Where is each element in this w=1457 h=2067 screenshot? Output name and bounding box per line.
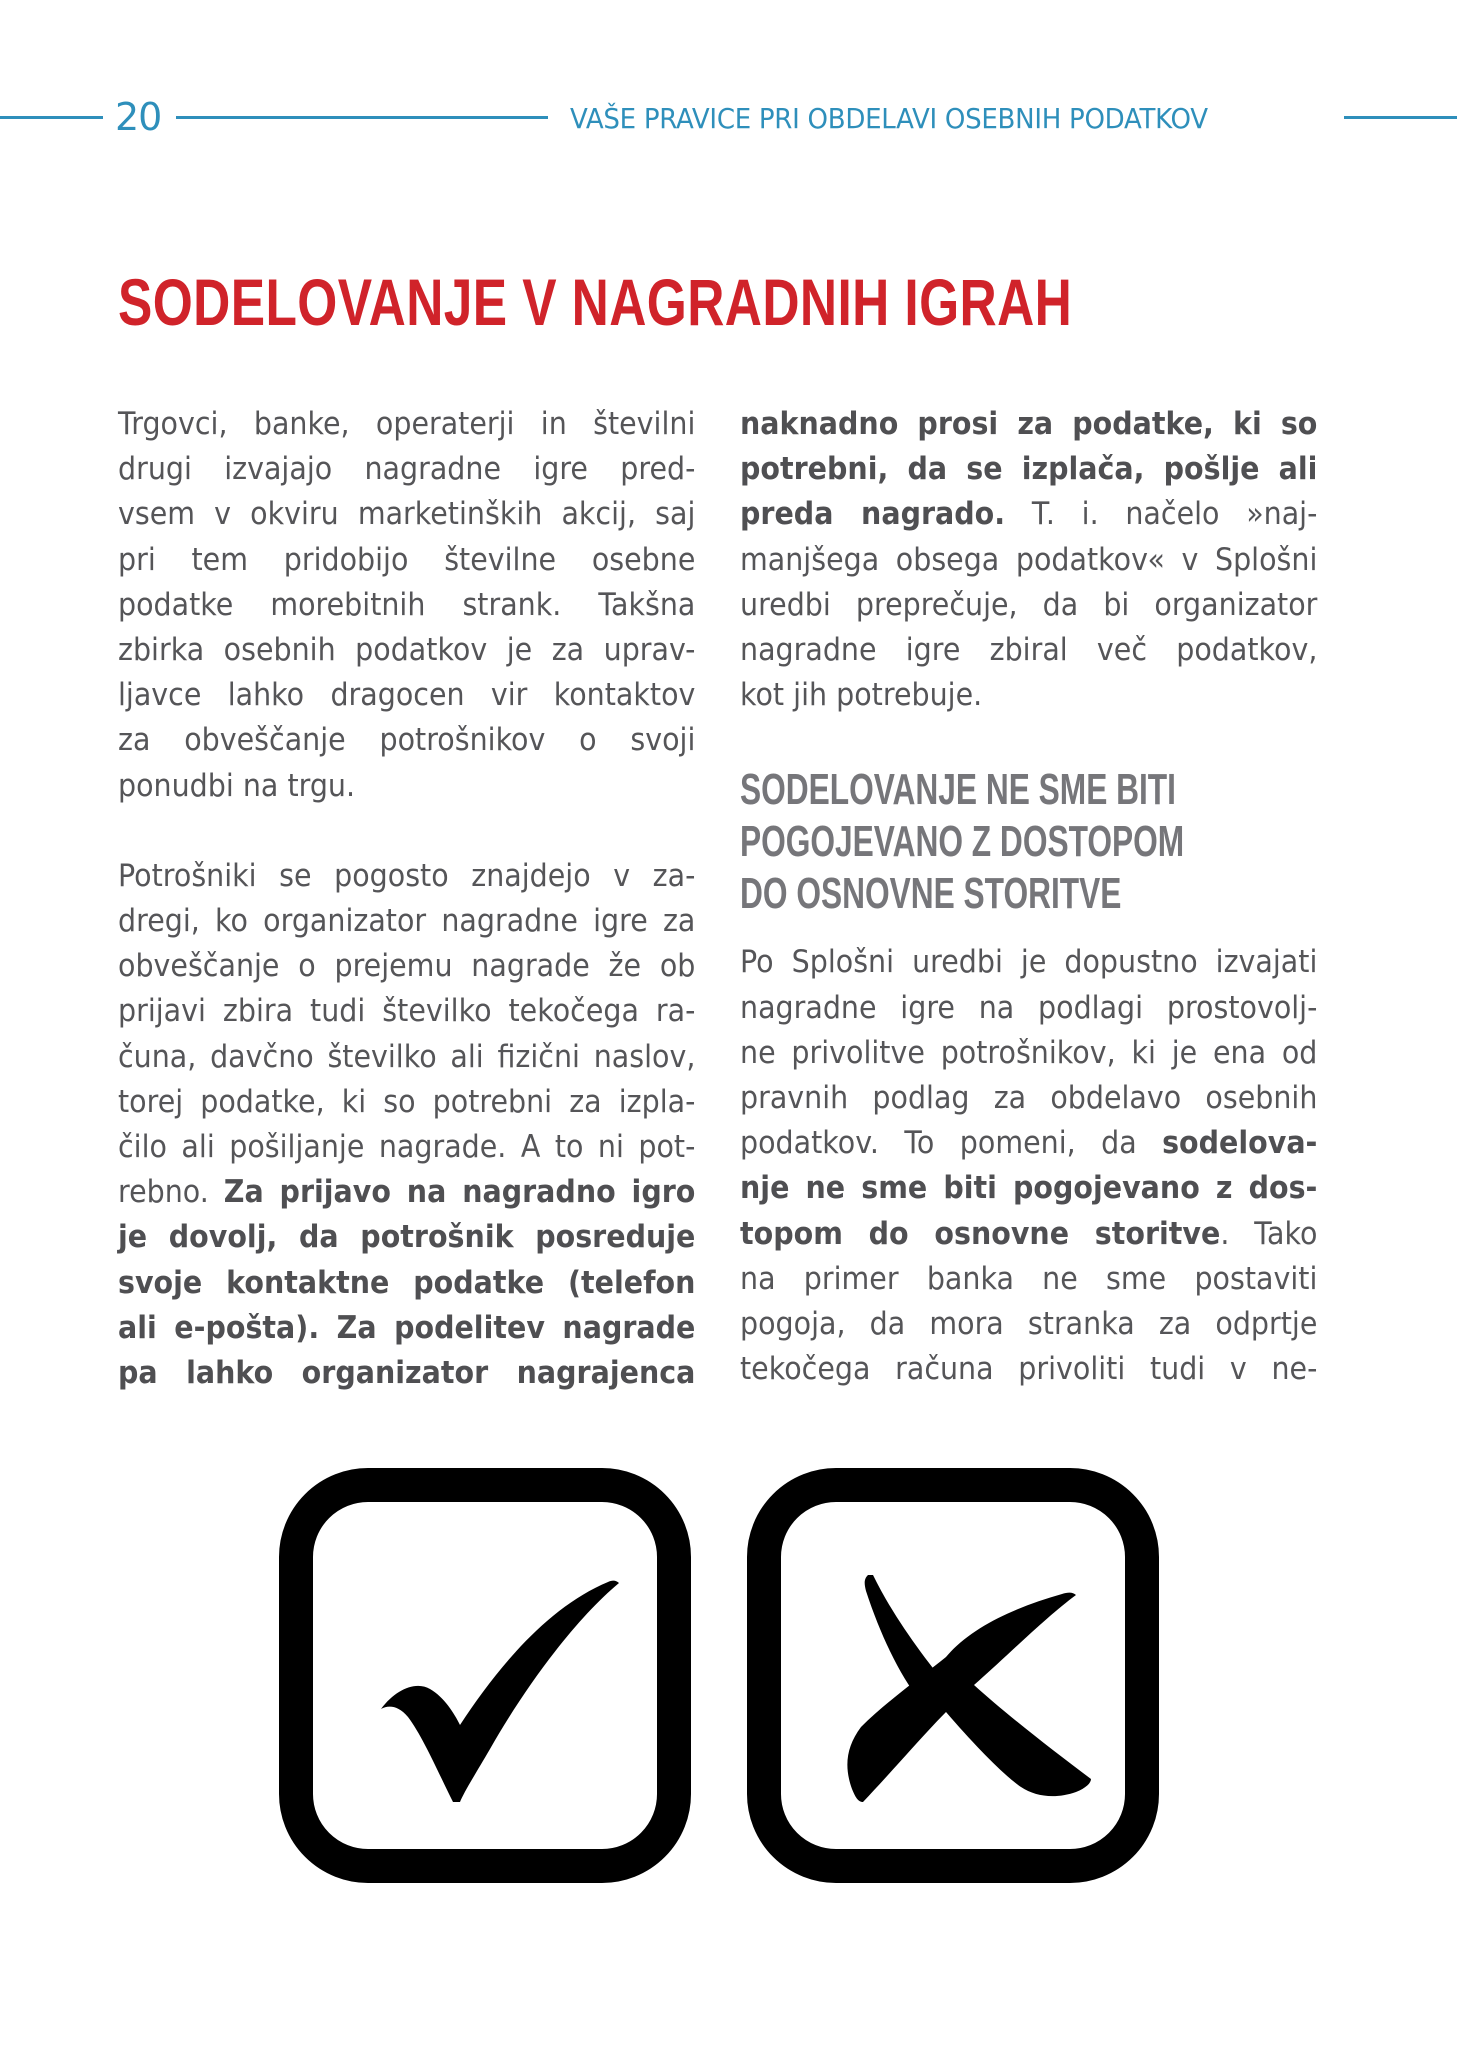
bold-text: topom do osnovne storitve [740, 1215, 1221, 1252]
text-line-mixed [740, 1121, 1317, 1166]
bold-text-line: svoje kontaktne podatke (telefon [118, 1264, 696, 1301]
text-line: pravnih podlag za obdelavo osebnih [740, 1080, 1318, 1117]
text-line: podatke morebitnih strank. Takšna [118, 586, 696, 623]
bold-text-line: nje ne sme biti pogojevano z dos- [740, 1170, 1318, 1207]
text-line: ljavce lahko dragocen vir kontaktov [118, 677, 696, 714]
text-line: Po Splošni uredbi je dopustno izvajati [740, 944, 1318, 981]
text-line: pri tem pridobijo številne osebne [118, 541, 696, 578]
text-line: prijavi zbira tudi številko tekočega ra- [118, 993, 696, 1030]
text-line: torej podatke, ki so potrebni za izpla- [118, 1083, 696, 1120]
text-line: nagradne igre zbiral več podatkov, [740, 632, 1318, 669]
text-line: zbirka osebnih podatkov je za uprav- [118, 632, 696, 669]
text-line: Potrošniki se pogosto znajdejo v za- [118, 857, 696, 894]
text-line: dregi, ko organizator nagradne igre za [118, 903, 696, 940]
subheading-line: SODELOVANJE NE SME BITI [740, 765, 1176, 815]
text-line: kot jih potrebuje. [740, 677, 983, 714]
paragraph-gap [118, 809, 696, 854]
paragraph-consumers [118, 854, 696, 1396]
right-column [740, 402, 1318, 1392]
subheading-line: POGOJEVANO Z DOSTOPOM [740, 817, 1185, 867]
page-header [0, 95, 1457, 139]
bold-text: sodelova- [1162, 1125, 1318, 1162]
checkbox-crossed-icon [746, 1467, 1160, 1884]
bold-text-line: je dovolj, da potrošnik posreduje [118, 1219, 696, 1256]
subheading [740, 764, 1318, 920]
text-line-mixed [118, 1170, 695, 1215]
regular-text: . Tako [1220, 1215, 1318, 1252]
article-title: SODELOVANJE V NAGRADNIH IGRAH [118, 265, 1073, 339]
text-line: čuna, davčno številko ali fizični naslov, [118, 1038, 696, 1075]
text-line: vsem v okviru marketinških akcij, saj [118, 496, 696, 533]
paragraph-continuation [740, 402, 1318, 718]
regular-text: podatkov. To pomeni, da [740, 1125, 1163, 1162]
text-line: nagradne igre na podlagi prostovolj- [740, 989, 1318, 1026]
bold-text: preda nagrado. [740, 496, 1006, 533]
text-line: obveščanje o prejemu nagrade že ob [118, 948, 696, 985]
paragraph-intro [118, 402, 696, 809]
checkbox-checked-icon [278, 1467, 692, 1884]
subheading-line: DO OSNOVNE STORITVE [740, 869, 1122, 919]
left-column [118, 402, 696, 1396]
bold-text-line: pa lahko organizator nagrajenca [118, 1355, 696, 1392]
text-line: ne privolitve potrošnikov, ki je ena od [740, 1034, 1318, 1071]
bold-text-line: naknadno prosi za podatke, ki so [740, 406, 1318, 442]
header-rule-middle [176, 116, 548, 119]
regular-text: T. i. načelo »naj- [1005, 496, 1318, 533]
text-line: drugi izvajajo nagradne igre pred- [118, 451, 696, 488]
text-line: na primer banka ne sme postaviti [740, 1260, 1318, 1297]
bold-text: Za prijavo na nagradno igro [223, 1174, 696, 1211]
bold-text-line: potrebni, da se izplača, pošlje ali [740, 451, 1318, 488]
regular-text: rebno. [118, 1174, 224, 1211]
header-rule-left [0, 116, 103, 119]
text-line: uredbi preprečuje, da bi organizator [740, 586, 1318, 623]
text-line: Trgovci, banke, operaterji in številni [118, 406, 696, 442]
text-line: pogoja, da mora stranka za odprtje [740, 1306, 1318, 1343]
text-line: za obveščanje potrošnikov o svoji [118, 722, 696, 759]
text-line: čilo ali pošiljanje nagrade. A to ni pot- [118, 1129, 696, 1166]
text-line-mixed [740, 1212, 1317, 1257]
page-number: 20 [115, 95, 162, 139]
bold-text-line: ali e-pošta). Za podelitev nagrade [118, 1309, 696, 1346]
text-line-mixed [740, 492, 1317, 537]
running-title: VAŠE PRAVICE PRI OBDELAVI OSEBNIH PODATKOV [570, 102, 1208, 135]
paragraph-consent [740, 940, 1318, 1392]
text-line: ponudbi na trgu. [118, 767, 356, 804]
text-line: manjšega obsega podatkov« v Splošni [740, 541, 1318, 578]
header-rule-right [1344, 116, 1457, 119]
text-line: tekočega računa privoliti tudi v ne- [740, 1351, 1318, 1388]
